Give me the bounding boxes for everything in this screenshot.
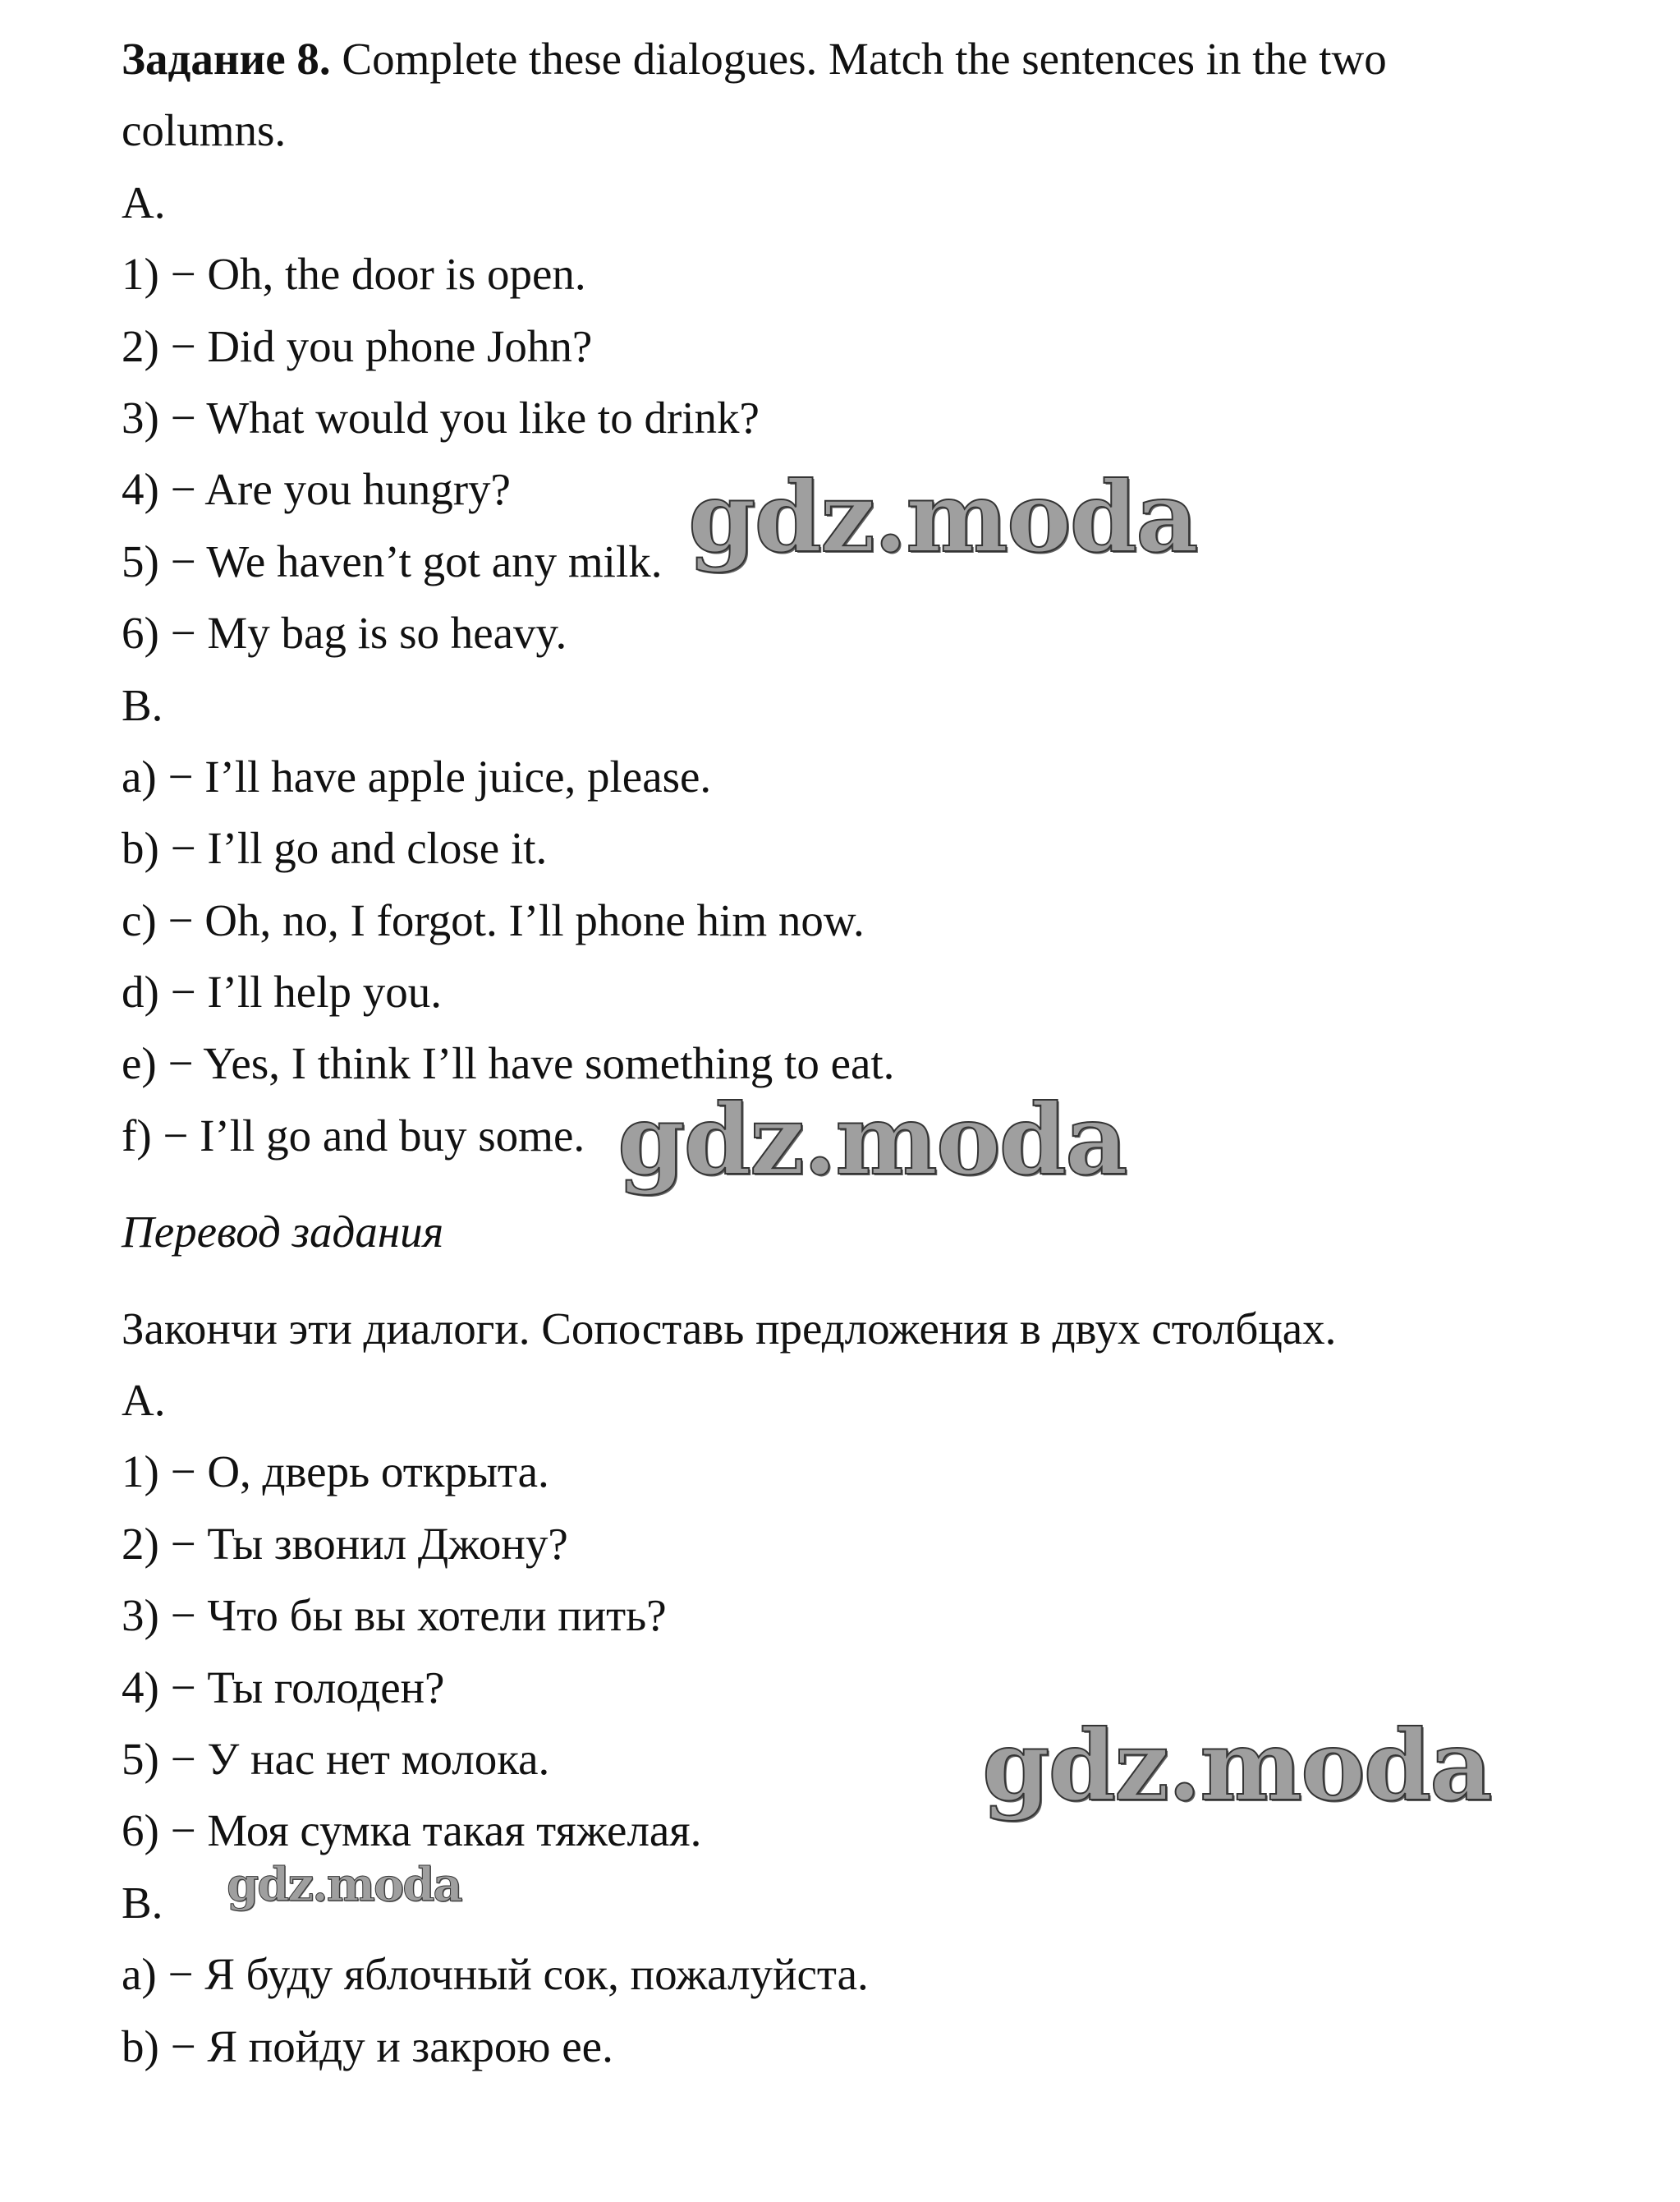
task-text: Complete these dialogues. Match the sentences in the two	[330, 34, 1387, 84]
list-item: d) − I’ll help you.	[122, 967, 442, 1018]
list-item: b) − Я пойду и закрою ее.	[122, 2020, 613, 2071]
watermark: gdz.moda	[688, 460, 1197, 574]
list-item: 4) − Ты голоден?	[122, 1662, 445, 1712]
list-item: 1) − Oh, the door is open.	[122, 249, 586, 300]
column-a-label: A.	[122, 177, 166, 228]
watermark: gdz.moda	[617, 1083, 1127, 1197]
list-item: c) − Oh, no, I forgot. I’ll phone him now.	[122, 894, 865, 945]
column-b-label: B.	[122, 679, 163, 730]
watermark: gdz.moda	[982, 1708, 1491, 1823]
list-item: e) − Yes, I think I’ll have something to eat.	[122, 1038, 895, 1089]
list-item: 6) − Моя сумка такая тяжелая.	[122, 1805, 702, 1856]
translation-column-b-label: B.	[122, 1877, 163, 1928]
list-item: 5) − У нас нет молока.	[122, 1733, 550, 1784]
task-title	[122, 23, 1600, 94]
list-item: 6) − My bag is so heavy.	[122, 608, 567, 659]
task-text-continued: columns.	[122, 105, 287, 156]
list-item: a) − Я буду яблочный сок, пожалуйста.	[122, 1949, 869, 2000]
list-item: f) − I’ll go and buy some.	[122, 1110, 585, 1161]
list-item: 3) − Что бы вы хотели пить?	[122, 1590, 667, 1641]
list-item: 2) − Did you phone John?	[122, 320, 593, 371]
translation-instruction: Закончи эти диалоги. Сопоставь предложения в двух столбцах.	[122, 1303, 1337, 1354]
list-item: 3) − What would you like to drink?	[122, 392, 760, 443]
translation-heading: Перевод задания	[122, 1207, 444, 1257]
list-item: 2) − Ты звонил Джону?	[122, 1518, 568, 1569]
list-item: 5) − We haven’t got any milk.	[122, 536, 663, 586]
list-item: 1) − О, дверь открыта.	[122, 1446, 549, 1497]
task-label: Задание 8.	[122, 34, 331, 84]
list-item: a) − I’ll have apple juice, please.	[122, 751, 712, 802]
list-item: 4) − Are you hungry?	[122, 464, 511, 515]
list-item: b) − I’ll go and close it.	[122, 823, 548, 874]
watermark: gdz.moda	[227, 1858, 461, 1912]
translation-column-a-label: A.	[122, 1375, 166, 1426]
